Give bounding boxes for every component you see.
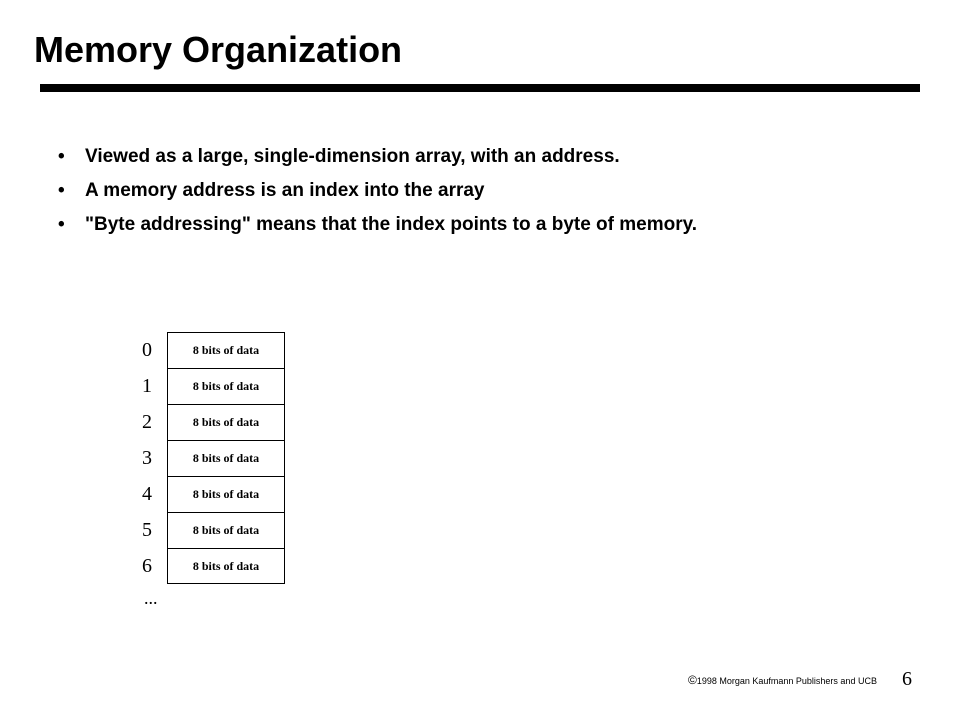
memory-address: 4 [142, 483, 152, 505]
bullet-marker: • [58, 146, 65, 167]
memory-continuation-ellipsis: ... [144, 588, 158, 608]
bullet-text: Viewed as a large, single-dimension array, with an address. [85, 146, 620, 167]
memory-cell: 8 bits of data [167, 368, 285, 404]
memory-cell: 8 bits of data [167, 512, 285, 548]
bullet-text: A memory address is an index into the array [85, 180, 485, 201]
copyright-text: 1998 Morgan Kaufmann Publishers and UCB [696, 676, 877, 686]
title-underline-rule [40, 84, 920, 92]
memory-address: 6 [142, 555, 152, 577]
memory-address: 5 [142, 519, 152, 541]
copyright-symbol: © [688, 673, 697, 687]
memory-address: 3 [142, 447, 152, 469]
bullet-text: "Byte addressing" means that the index points to a byte of memory. [85, 214, 698, 235]
memory-cell: 8 bits of data [167, 440, 285, 476]
memory-address: 2 [142, 411, 152, 433]
memory-address: 1 [142, 375, 152, 397]
memory-cell: 8 bits of data [167, 476, 285, 512]
page-number: 6 [902, 668, 912, 690]
bullet-marker: • [58, 180, 65, 201]
memory-cell: 8 bits of data [167, 332, 285, 368]
memory-cell: 8 bits of data [167, 404, 285, 440]
memory-address: 0 [142, 339, 152, 361]
copyright-footer [688, 673, 877, 687]
bullet-marker: • [58, 214, 65, 235]
memory-cell: 8 bits of data [167, 548, 285, 584]
slide-title: Memory Organization [34, 29, 403, 70]
